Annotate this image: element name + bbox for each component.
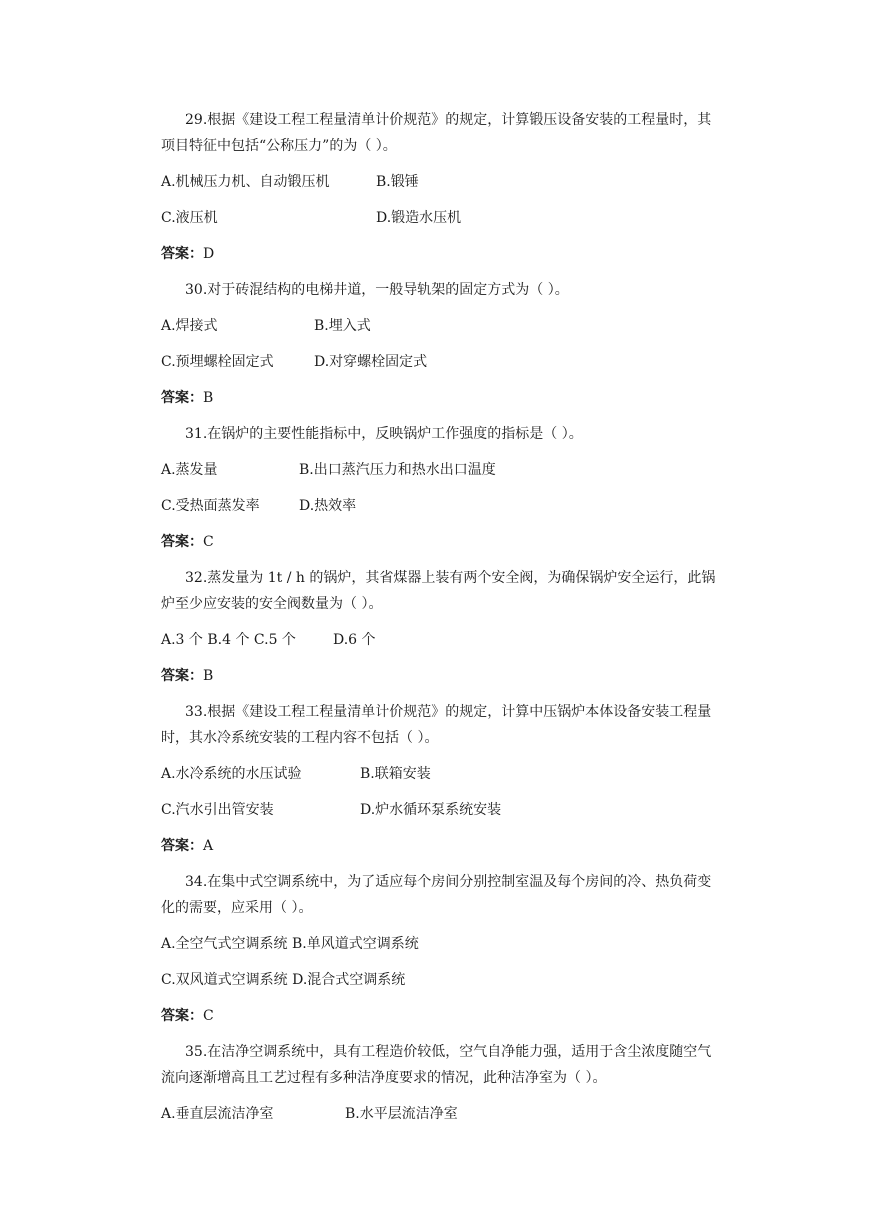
option-d: D.6 个 <box>333 632 376 648</box>
answer-line <box>161 532 214 552</box>
option-line <box>161 496 356 516</box>
answer-value: B <box>203 390 214 406</box>
question-stem: 29.根据《建设工程工程量清单计价规范》的规定，计算锻压设备安装的工程量时，其 <box>185 112 712 128</box>
option-line: C.双风道式空调系统 D.混合式空调系统 <box>161 972 406 988</box>
answer-line <box>161 666 213 686</box>
question-stem: 30.对于砖混结构的电梯井道，一般导轨架的固定方式为（ ）。 <box>185 282 569 298</box>
answer-label: 答案： <box>161 390 203 406</box>
answer-value: A <box>203 838 214 854</box>
option-b: B.出口蒸汽压力和热水出口温度 <box>299 462 496 478</box>
option-line <box>161 352 427 372</box>
option-b: B.联箱安装 <box>360 766 431 782</box>
option-a: A.水冷系统的水压试验 <box>161 766 302 782</box>
question-stem: 33.根据《建设工程工程量清单计价规范》的规定，计算中压锅炉本体设备安装工程量 <box>185 704 712 720</box>
option-b: B.锻锤 <box>376 174 419 190</box>
answer-line <box>161 836 213 856</box>
question-stem: 化的需要，应采用（ ）。 <box>161 900 313 916</box>
answer-line <box>161 1006 214 1026</box>
option-d: D.炉水循环泵系统安装 <box>360 802 502 818</box>
option-b: B.水平层流洁净室 <box>345 1106 458 1122</box>
answer-label: 答案： <box>161 838 203 854</box>
question-stem: 流向逐渐增高且工艺过程有多种洁净度要求的情况，此种洁净室为（ ）。 <box>161 1070 607 1086</box>
answer-value: C <box>203 1008 214 1024</box>
answer-label: 答案： <box>161 534 203 550</box>
answer-label: 答案： <box>161 668 203 684</box>
option-b: B.埋入式 <box>314 318 371 334</box>
option-a: A.焊接式 <box>161 318 218 334</box>
option-line <box>161 460 496 480</box>
option-line <box>161 800 501 820</box>
option-c: C.受热面蒸发率 <box>161 498 260 514</box>
option-line <box>161 764 431 784</box>
answer-value: C <box>203 534 214 550</box>
option-c: C.汽水引出管安装 <box>161 802 274 818</box>
option-line <box>161 630 376 650</box>
question-stem: 项目特征中包括“公称压力”的为（ ）。 <box>161 138 397 154</box>
option-a: A.垂直层流洁净室 <box>161 1106 274 1122</box>
option-c: C.液压机 <box>161 210 218 226</box>
answer-label: 答案： <box>161 246 203 262</box>
option-abc: A.3 个 B.4 个 C.5 个 <box>161 632 296 648</box>
answer-value: D <box>203 246 215 262</box>
question-stem: 32.蒸发量为 1t / h 的锅炉，其省煤器上装有两个安全阀，为确保锅炉安全运行，此锅 <box>185 570 716 586</box>
option-line <box>161 1104 458 1124</box>
option-d: D.锻造水压机 <box>376 210 462 226</box>
option-line: A.全空气式空调系统 B.单风道式空调系统 <box>161 936 419 952</box>
option-line <box>161 208 461 228</box>
answer-line <box>161 244 214 264</box>
option-line <box>161 316 371 336</box>
option-a: A.蒸发量 <box>161 462 218 478</box>
option-line <box>161 172 419 192</box>
question-stem: 炉至少应安装的安全阀数量为（ ）。 <box>161 596 383 612</box>
answer-label: 答案： <box>161 1008 203 1024</box>
option-c: C.预埋螺栓固定式 <box>161 354 274 370</box>
option-a: A.机械压力机、自动锻压机 <box>161 174 330 190</box>
answer-value: B <box>203 668 214 684</box>
question-stem: 34.在集中式空调系统中，为了适应每个房间分别控制室温及每个房间的冷、热负荷变 <box>185 874 712 890</box>
answer-line <box>161 388 213 408</box>
option-d: D.热效率 <box>299 498 357 514</box>
question-stem: 35.在洁净空调系统中，具有工程造价较低，空气自净能力强，适用于含尘浓度随空气 <box>185 1044 712 1060</box>
question-stem: 时，其水冷系统安装的工程内容不包括（ ）。 <box>161 730 439 746</box>
option-d: D.对穿螺栓固定式 <box>314 354 428 370</box>
question-stem: 31.在锅炉的主要性能指标中，反映锅炉工作强度的指标是（ ）。 <box>185 426 583 442</box>
